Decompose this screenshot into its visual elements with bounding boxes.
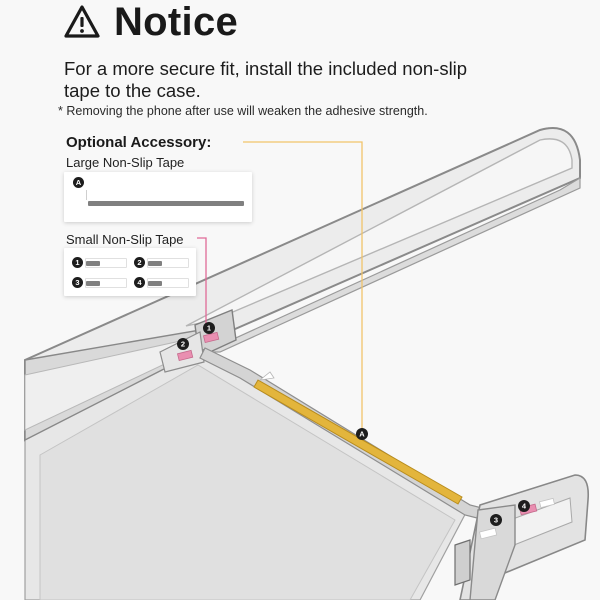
large-tape-badge: A — [73, 177, 84, 188]
page-title — [64, 0, 238, 44]
warning-icon — [64, 4, 100, 40]
small-tape-badge-3: 3 — [72, 277, 83, 288]
small-tape-card — [64, 248, 196, 296]
small-tape-badge-2: 2 — [134, 257, 145, 268]
callout-1 — [203, 322, 215, 334]
large-tape-caption: Large Non-Slip Tape — [66, 155, 185, 170]
small-tape-4-strip — [148, 281, 162, 286]
callout-4 — [518, 500, 530, 512]
callout-1-text: 1 — [206, 323, 212, 333]
callout-a — [356, 428, 368, 440]
small-tape-2-strip — [148, 261, 162, 266]
callout-2 — [177, 338, 189, 350]
small-tape-caption: Small Non-Slip Tape — [66, 232, 184, 247]
callout-3 — [490, 514, 502, 526]
optional-accessory-heading: Optional Accessory: — [66, 134, 212, 151]
callout-2-text: 2 — [180, 339, 186, 349]
small-tape-badge-1: 1 — [72, 257, 83, 268]
page-title-text: Notice — [114, 0, 239, 44]
callout-a-text: A — [359, 429, 365, 439]
callout-4-text: 4 — [521, 501, 527, 511]
adhesive-disclaimer: * Removing the phone after use will weaken the adhesive strength. — [58, 104, 428, 118]
callout-3-text: 3 — [493, 515, 499, 525]
large-tape-card — [64, 172, 252, 222]
large-tape-strip — [88, 201, 244, 206]
install-instruction: For a more secure fit, install the included non-slip tape to the case. — [64, 58, 468, 101]
tape-tab — [86, 190, 87, 200]
small-tape-3-strip — [86, 281, 100, 286]
small-tape-badge-4: 4 — [134, 277, 145, 288]
small-tape-1-strip — [86, 261, 100, 266]
